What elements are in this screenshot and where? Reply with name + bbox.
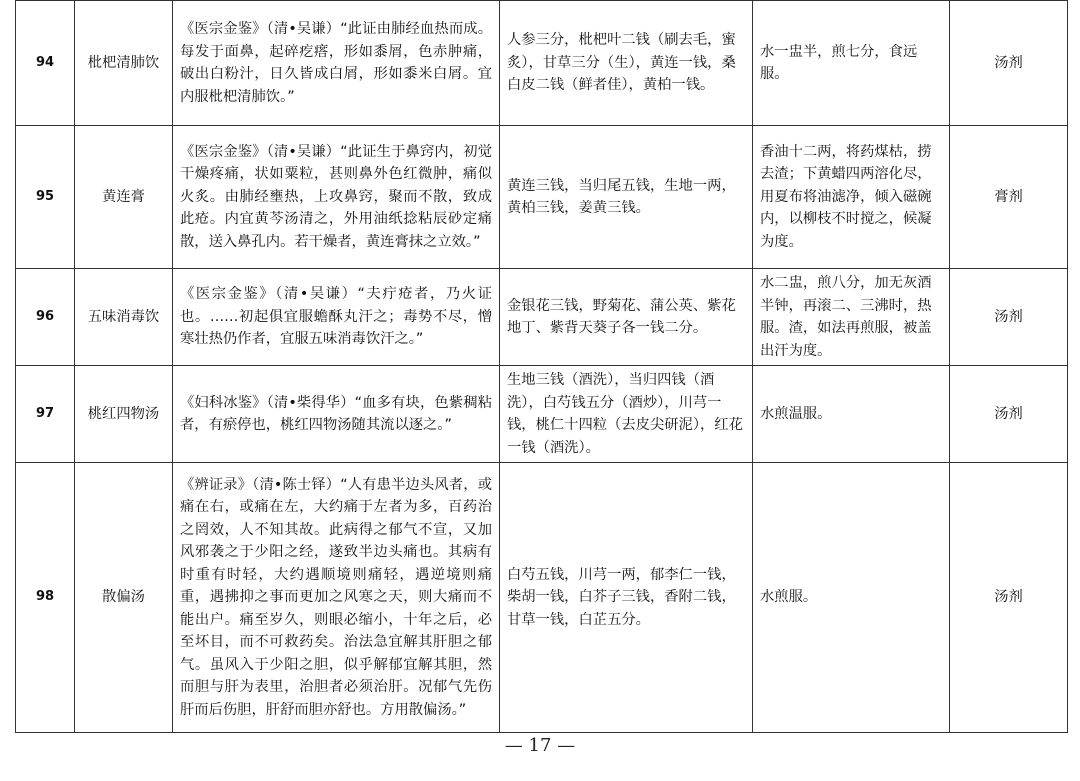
dosage-form: 汤剂 <box>950 463 1068 733</box>
source-text: 《妇科冰鉴》（清•柴得华）“血多有块，色紫稠粘者，有瘀停也，桃红四物汤随其流以逐之。” <box>173 366 500 463</box>
usage-text: 水一盅半，煎七分，食远服。 <box>753 1 950 126</box>
table-row <box>16 366 1068 463</box>
composition-text: 金银花三钱，野菊花、蒲公英、紫花地丁、紫背天葵子各一钱二分。 <box>500 269 753 366</box>
usage-text: 水二盅，煎八分，加无灰酒半钟，再滚二、三沸时，热服。渣，如法再煎服，被盖出汗为度。 <box>753 269 950 366</box>
dosage-form: 膏剂 <box>950 126 1068 269</box>
usage-text: 香油十二两，将药煤枯，捞去渣；下黄蜡四两溶化尽，用夏布将油滤净，倾入磁碗内，以柳枝不时搅之，候凝为度。 <box>753 126 950 269</box>
formula-name: 五味消毒饮 <box>75 269 173 366</box>
composition-text: 黄连三钱，当归尾五钱，生地一两，黄柏三钱，姜黄三钱。 <box>500 126 753 269</box>
table-row <box>16 1 1068 126</box>
row-number: 97 <box>16 366 75 463</box>
dosage-form: 汤剂 <box>950 269 1068 366</box>
formula-name: 枇杷清肺饮 <box>75 1 173 126</box>
row-number: 98 <box>16 463 75 733</box>
source-text: 《医宗金鉴》（清•吴谦）“夫疔疮者，乃火证也。……初起俱宜服蟾酥丸汗之；毒势不尽，憎寒壮热仍作者，宜服五味消毒饮汗之。” <box>173 269 500 366</box>
usage-text: 水煎温服。 <box>753 366 950 463</box>
composition-text: 白芍五钱，川芎一两，郁李仁一钱，柴胡一钱，白芥子三钱，香附二钱，甘草一钱，白芷五分。 <box>500 463 753 733</box>
formula-name: 桃红四物汤 <box>75 366 173 463</box>
row-number: 95 <box>16 126 75 269</box>
source-text: 《辨证录》（清•陈士铎）“人有患半边头风者，或痛在右，或痛在左，大约痛于左者为多，百药治之罔效，人不知其故。此病得之郁气不宣，又加风邪袭之于少阳之经，遂致半边头痛也。其病有时重有时轻，大约遇顺境则痛轻，遇逆境则痛重，遇拂抑之事而更加之风寒之天，则大痛而不能出户。痛至岁久，则眼必缩小，十年之后，必至坏目，而不可救药矣。治法急宜解其肝胆之郁气。虽风入于少阳之胆，似乎解郁宜解其胆，然而胆与肝为表里，治胆者必须治肝。况郁气先伤肝而后伤胆，肝舒而胆亦舒也。方用散偏汤。” <box>173 463 500 733</box>
formula-table <box>15 0 1068 733</box>
row-number: 96 <box>16 269 75 366</box>
source-text: 《医宗金鉴》（清•吴谦）“此证由肺经血热而成。每发于面鼻，起碎疙瘩，形如黍屑，色赤肿痛，破出白粉汁，日久皆成白屑，形如黍米白屑。宜内服枇杷清肺饮。” <box>173 1 500 126</box>
usage-text: 水煎服。 <box>753 463 950 733</box>
formula-name: 散偏汤 <box>75 463 173 733</box>
composition-text: 人参三分，枇杷叶二钱（刷去毛，蜜炙），甘草三分（生），黄连一钱，桑白皮二钱（鲜者佳），黄柏一钱。 <box>500 1 753 126</box>
table-row <box>16 463 1068 733</box>
dosage-form: 汤剂 <box>950 1 1068 126</box>
dosage-form: 汤剂 <box>950 366 1068 463</box>
table-row <box>16 269 1068 366</box>
page-number: — 17 — <box>504 735 576 756</box>
composition-text: 生地三钱（酒洗），当归四钱（酒洗），白芍钱五分（酒炒），川芎一钱，桃仁十四粒（去皮尖研泥），红花一钱（酒洗）。 <box>500 366 753 463</box>
formula-name: 黄连膏 <box>75 126 173 269</box>
row-number: 94 <box>16 1 75 126</box>
table-row <box>16 126 1068 269</box>
source-text: 《医宗金鉴》（清•吴谦）“此证生于鼻窍内，初觉干燥疼痛，状如粟粒，甚则鼻外色红微肿，痛似火炙。由肺经壅热，上攻鼻窍，聚而不散，致成此疮。内宜黄芩汤清之，外用油纸捻粘辰砂定痛散，送入鼻孔内。若干燥者，黄连膏抹之立效。” <box>173 126 500 269</box>
